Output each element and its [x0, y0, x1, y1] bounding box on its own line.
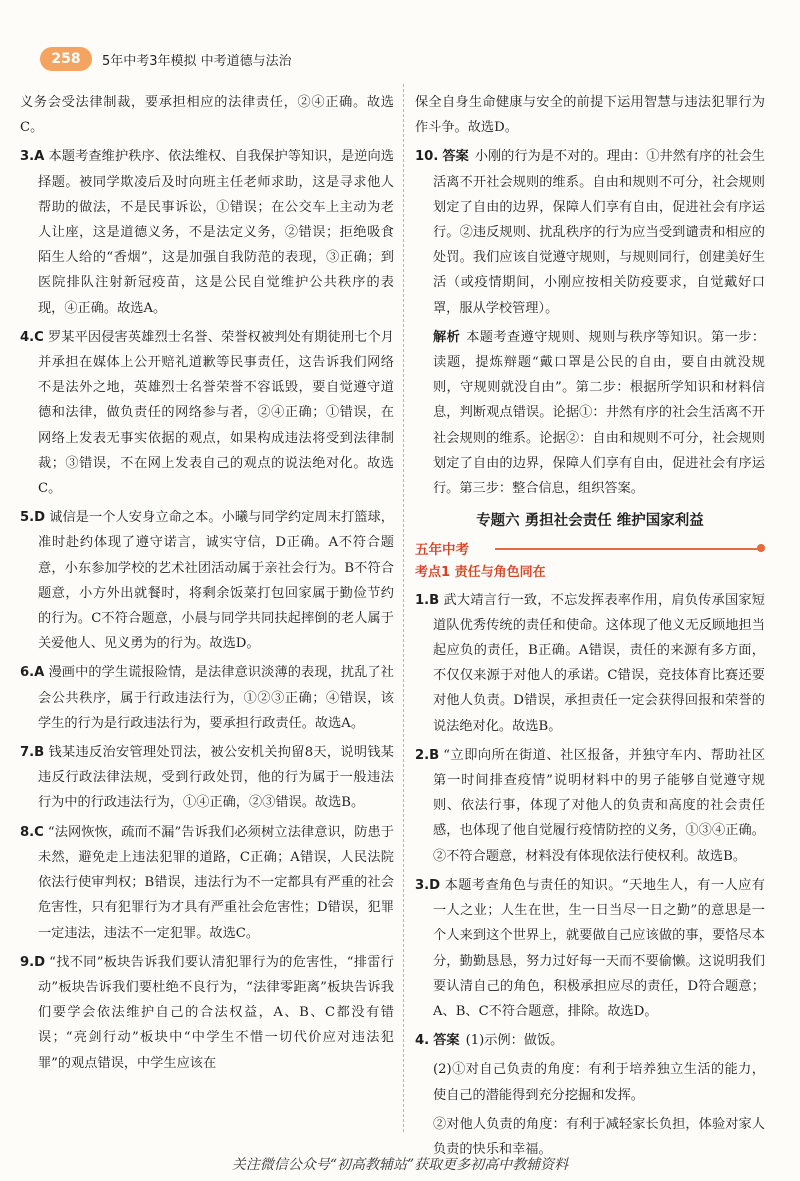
- answer-text: (1)示例：做饭。: [465, 1033, 564, 1049]
- question-number: 6.A: [20, 665, 45, 681]
- answer-item: [20, 950, 394, 1076]
- answer-text: 罗某平因侵害英雄烈士名誉、荣誉权被判处有期徒刑七个月并承担在媒体上公开赔礼道歉等民事责任，这告诉我们网络不是法外之地，英雄烈士名誉荣誉不容诋毁，要自觉遵守道德和法律，做负责任的网络参与者，②④正确；①错误，在网络上发表无事实依据的观点，如果构成违法将受到法律制裁；③错误，不在网上发表自己的观点的说法绝对化。故选C。: [38, 329, 394, 497]
- answer-item: [415, 873, 765, 1024]
- answer-item: [20, 820, 394, 946]
- answer-text: “立即向所在街道、社区报备，并独守车内、帮助社区第一时间排查疫情”说明材料中的男子能够自觉遵守规则、依法行事，体现了对他人的负责和高度的社会责任感，也体现了他自觉履行疫情防控的义务，①③④正确。②不符合题意，材料没有体现依法行使权利。故选B。: [433, 747, 765, 864]
- question-number: 4.C: [20, 329, 44, 345]
- answer-text: 武大靖言行一致，不忘发挥表率作用，肩负传承国家短道队优秀传统的责任和使命。这体现了他义无反顾地担当起应负的责任，B正确。A错误，责任的来源有多方面，不仅仅来源于对他人的承诺。C错误，竞技体育比赛还要对他人负责。D错误，承担责任一定会获得回报和荣誉的说法绝对化。故选B。: [433, 592, 765, 734]
- answer-subitem: [415, 1057, 765, 1107]
- right-column: [415, 90, 765, 1166]
- answer-item: [415, 1028, 765, 1053]
- answer-item: [20, 90, 394, 140]
- question-number: 3.D: [415, 877, 441, 893]
- answer-item: [20, 740, 394, 816]
- answer-text: 小刚的行为是不对的。理由：①井然有序的社会生活离不开社会规则的维系。自由和规则不可分，社会规则划定了自由的边界，保障人们享有自由，促进社会有序运行。②违反规则、扰乱秩序的行为应当受到谴责和相应的处罚。我们应该自觉遵守规则，与规则同行，创建美好生活（或疫情期间，小刚应按相关防疫要求，自觉戴好口罩，服从学校管理）。: [433, 149, 765, 316]
- answer-item: [415, 90, 765, 140]
- answer-item: [20, 505, 394, 656]
- subtopic-heading: 考点1 责任与角色同在: [415, 565, 546, 581]
- question-number: 5.D: [20, 510, 46, 526]
- question-number: 10.: [415, 149, 439, 165]
- answer-text: 保全自身生命健康与安全的前提下运用智慧与违法犯罪行为作斗争。故选D。: [415, 95, 765, 136]
- book-title: 5年中考3年模拟 中考道德与法治: [102, 54, 292, 69]
- section-title: 专题六 勇担社会责任 维护国家利益: [476, 513, 704, 530]
- band-dot-icon: [757, 544, 765, 552]
- answer-text: 诚信是一个人安身立命之本。小曦与同学约定周末打篮球，准时赴约体现了遵守诺言，诚实守信，D正确。A不符合题意，小东参加学校的艺术社团活动属于亲社会行为。B不符合题意，小方外出就餐时，将剩余饭菜打包回家属于勤俭节约的行为。C不符合题意，小晨与同学共同扶起摔倒的老人属于关爱他人、见义勇为的行为。故选D。: [38, 510, 394, 652]
- question-number: 3.A: [20, 149, 45, 165]
- question-number: 8.C: [20, 824, 44, 840]
- answer-text: 本题考查维护秩序、依法维权、自我保护等知识，是逆向选择题。被同学欺凌后及时向班主任老师求助，这是寻求他人帮助的做法，不是民事诉讼，①错误；在公交车上主动为老人让座，这是道德义务，不是法定义务，②错误；拒绝吸食陌生人给的“香烟”，这是加强自我防范的表现，③正确；到医院排队注射新冠疫苗，这是公民自觉维护公共秩序的表现，④正确。故选A。: [38, 149, 394, 316]
- band-rule: [495, 548, 759, 550]
- answer-item: [20, 660, 394, 736]
- question-number: 9.D: [20, 954, 46, 970]
- left-column: [20, 90, 394, 1080]
- answer-label: 答案: [433, 1033, 460, 1049]
- analysis-label: 解析: [433, 329, 461, 345]
- answer-label: 答案: [442, 149, 469, 165]
- analysis-text: 本题考查遵守规则、规则与秩序等知识。第一步：读题，提炼辩题“戴口罩是公民的自由，要自由就没规则，守规则就没自由”。第二步：根据所学知识和材料信息，判断观点错误。论据①：井然有序的社会生活离不开社会规则的维系。论据②：自由和规则不可分，社会规则划定了自由的边界，保障人们享有自由，促进社会有序运行。第三步：整合信息，组织答案。: [433, 329, 766, 497]
- section-band: [415, 536, 765, 558]
- answer-item: [415, 588, 765, 739]
- column-divider: [403, 84, 404, 1132]
- question-number: 4.: [415, 1033, 430, 1049]
- answer-text: 本题考查角色与责任的知识。“天地生人，有一人应有一人之业；人生在世，生一日当尽一日之勤”的意思是一个人来到这个世界上，就要做自己应该做的事，要恪尽本分，勤勤恳恳，努力过好每一天而不要偷懒。这说明我们要认清自己的角色，积极承担应尽的责任，D符合题意；A、B、C不符合题意，排除。故选D。: [433, 877, 765, 1019]
- answer-text: ②对他人负责的角度：有利于减轻家长负担，体验对家人负责的快乐和幸福。: [433, 1116, 765, 1157]
- band-label: 五年中考: [415, 542, 469, 559]
- analysis-item: [415, 325, 765, 501]
- answer-text: (2)①对自己负责的角度：有利于培养独立生活的能力，使自己的潜能得到充分挖掘和发挥。: [433, 1062, 765, 1103]
- question-number: 7.B: [20, 745, 45, 761]
- page-header: [40, 47, 760, 73]
- question-number: 1.B: [415, 592, 440, 608]
- answer-text: 义务会受法律制裁，要承担相应的法律责任，②④正确。故选C。: [20, 95, 394, 136]
- question-number: 2.B: [415, 747, 440, 763]
- answer-text: “找不同”板块告诉我们要认清犯罪行为的危害性，“排雷行动”板块告诉我们要杜绝不良行为，“法律零距离”板块告诉我们要学会依法维护自己的合法权益，A、B、C都没有错误；“亮剑行动”板块中“中学生不惜一切代价应对违法犯罪”的观点错误，中学生应该在: [38, 954, 394, 1071]
- answer-text: 钱某违反治安管理处罚法，被公安机关拘留8天，说明钱某违反行政法律法规，受到行政处罚，他的行为属于一般违法行为中的行政违法行为，①④正确，②③错误。故选B。: [38, 745, 394, 811]
- answer-text: 漫画中的学生谎报险情，是法律意识淡薄的表现，扰乱了社会公共秩序，属于行政违法行为，①②③正确；④错误，该学生的行为是行政违法行为，要承担行政责任。故选A。: [38, 665, 394, 731]
- answer-item: [415, 743, 765, 869]
- footer-note: 关注微信公众号“初高教辅站”获取更多初高中教辅资料: [231, 1157, 569, 1173]
- answer-text: “法网恢恢，疏而不漏”告诉我们必须树立法律意识，防患于未然，避免走上违法犯罪的道路，C正确；A错误，人民法院依法行使审判权；B错误，违法行为不一定都具有严重的社会危害性，只有犯罪行为才具有严重社会危害性；D错误，犯罪一定违法，违法不一定犯罪。故选C。: [38, 824, 394, 941]
- answer-item: [415, 144, 765, 320]
- answer-item: [20, 325, 394, 501]
- answer-item: [20, 144, 394, 320]
- page-number-badge: 258: [40, 47, 92, 71]
